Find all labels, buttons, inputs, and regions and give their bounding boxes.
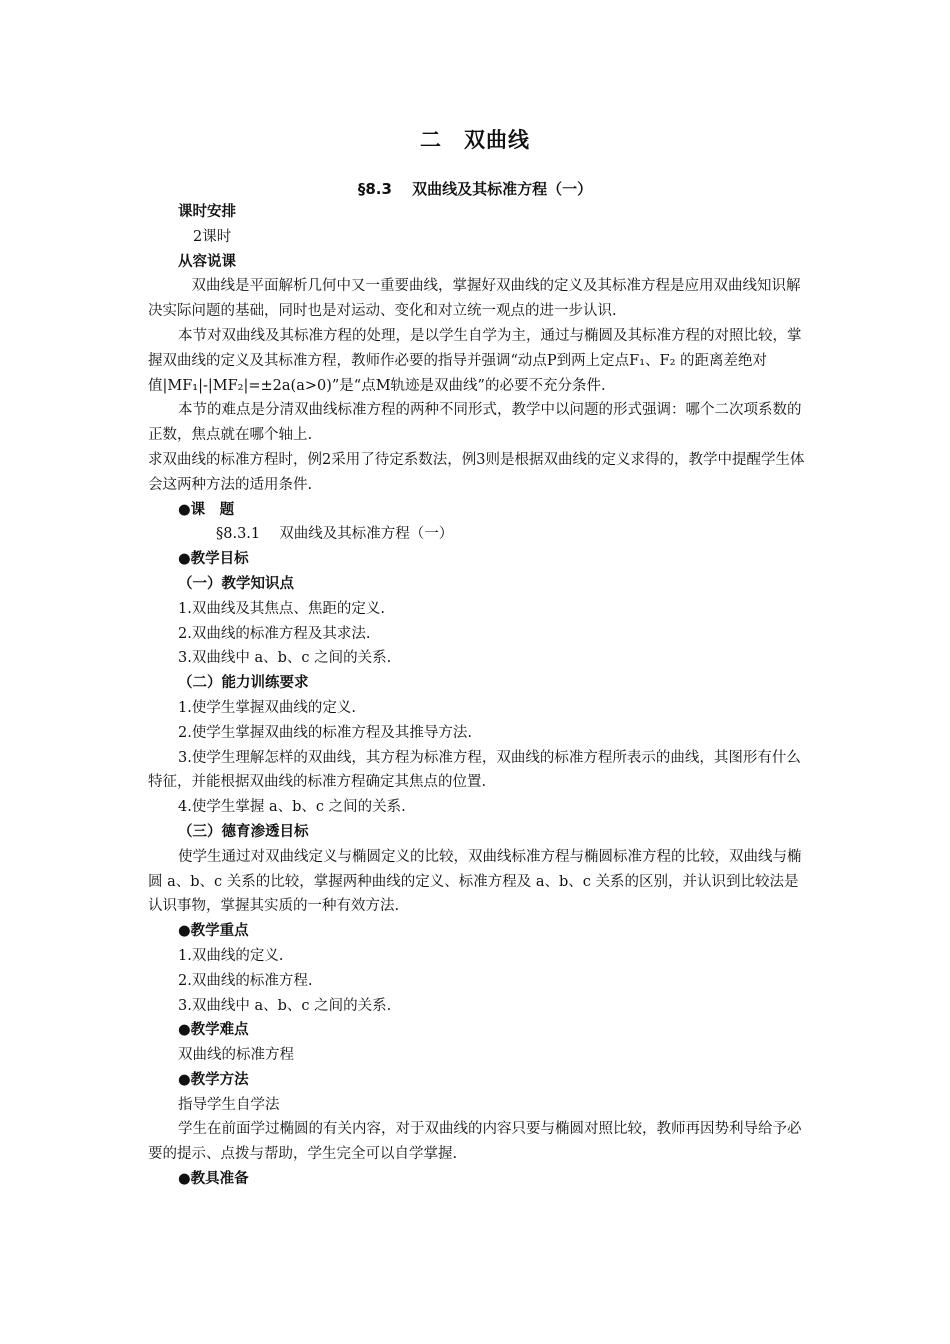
section-heading: 课时安排 [178,204,236,220]
list-item: 2.双曲线的标准方程. [178,972,313,989]
body-paragraph: 本节的难点是分清双曲线标准方程的两种不同形式，教学中以问题的形式强调：哪个二次项系数的正数，焦点就在哪个轴上. [148,402,802,444]
document-body [148,200,808,1192]
section-heading: 从容说课 [178,253,236,270]
bullet-heading: ● 课 题 [148,498,808,523]
bullet-heading: ● 教学重点 [148,919,808,944]
body-line: 2课时 [193,228,232,245]
chapter-title: 二 双曲线 [420,128,530,152]
lesson-title: §8.3.1 双曲线及其标准方程（一） [216,526,454,543]
section-heading: （二）能力训练要求 [178,675,309,692]
bullet-heading: ● 教学难点 [148,1018,808,1043]
list-item: 1.双曲线的定义. [178,947,284,964]
body-paragraph: 学生在前面学过椭圆的有关内容，对于双曲线的内容只要与椭圆对照比较，教师再因势利导给予必要的提示、点拨与帮助，学生完全可以自学掌握. [148,1121,802,1163]
list-item: 3.双曲线中 a、b、c 之间的关系. [178,997,392,1014]
list-item: 双曲线的标准方程 [178,1047,294,1064]
bullet-heading: ● 教学目标 [148,547,808,572]
section-title: §8.3 双曲线及其标准方程（一） [357,180,593,198]
body-paragraph: 求双曲线的标准方程时，例2采用了待定系数法，例3则是根据双曲线的定义求得的，教学中提醒学生体会这两种方法的适用条件. [148,451,805,493]
body-paragraph: 本节对双曲线及其标准方程的处理，是以学生自学为主，通过与椭圆及其标准方程的对照比较，掌握双曲线的定义及其标准方程，教师作必要的指导并强调“动点P到两上定点F₁、F₂ 的距离差绝对值|MF₁|-|MF₂|=±2a(a>0)”是“点M轨迹是双曲线”的必要不充分条件. [148,327,802,394]
body-paragraph: 双曲线是平面解析几何中又一重要曲线，掌握好双曲线的定义及其标准方程是应用双曲线知识解决实际问题的基础，同时也是对运动、变化和对立统一观点的进一步认识. [148,278,801,320]
list-item: 3.双曲线中 a、b、c 之间的关系. [178,650,392,667]
list-item: 4.使学生掌握 a、b、c 之间的关系. [178,799,406,816]
body-paragraph: 使学生通过对双曲线定义与椭圆定义的比较，双曲线标准方程与椭圆标准方程的比较，双曲线与椭圆 a、b、c 关系的比较，掌握两种曲线的定义、标准方程及 a、b、c 关系的区别，并认识到比较法是认识事物，掌握其实质的一种有效方法. [148,848,802,915]
list-item: 1.使学生掌握双曲线的定义. [178,699,356,716]
body-paragraph: 3.使学生理解怎样的双曲线，其方程为标准方程，双曲线的标准方程所表示的曲线，其图形有什么特征，并能根据双曲线的标准方程确定其焦点的位置. [148,749,801,791]
bullet-heading: ● 教具准备 [148,1167,808,1192]
list-item: 2.双曲线的标准方程及其求法. [178,625,371,642]
section-heading: （一）教学知识点 [178,575,294,592]
list-item: 2.使学生掌握双曲线的标准方程及其推导方法. [178,724,472,741]
section-heading: （三）德育渗透目标 [178,823,309,840]
list-item: 指导学生自学法 [178,1096,280,1113]
bullet-heading: ● 教学方法 [148,1068,808,1093]
list-item: 1.双曲线及其焦点、焦距的定义. [178,600,385,617]
